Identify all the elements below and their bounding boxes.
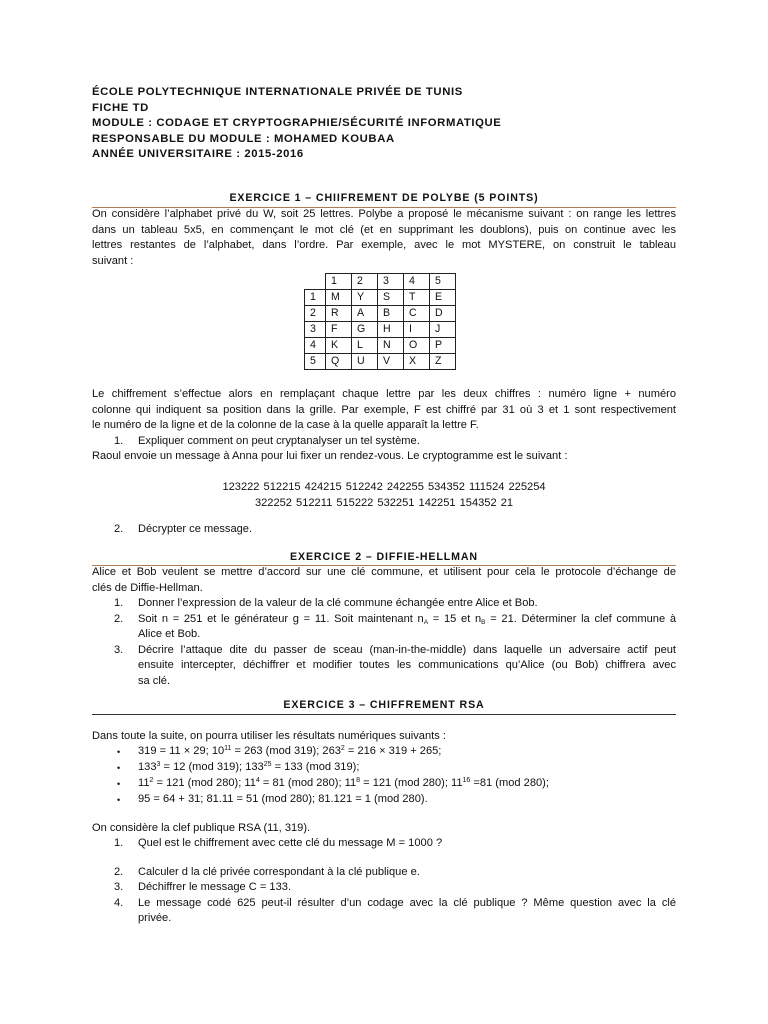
- grid-cell: S: [378, 290, 404, 306]
- ex1-intro-line-3: lettres restantes de l’alphabet, dans l’ordre. Par exemple, avec le mot MYSTERE, on construit le tableau: [92, 239, 676, 251]
- grid-row-header: 2: [305, 306, 326, 322]
- exercise-3-rule: [92, 714, 676, 715]
- academic-year: ANNÉE UNIVERSITAIRE : 2015-2016: [92, 148, 304, 161]
- grid-cell: J: [430, 322, 456, 338]
- grid-row: [305, 338, 456, 354]
- ex3-q3-text: Déchiffrer le message C = 133.: [138, 881, 292, 893]
- bullet-icon: •: [117, 763, 121, 773]
- ex3-q2-number: 2.: [114, 866, 124, 878]
- grid-cell: X: [404, 354, 430, 370]
- ex2-q1-text: Donner l’expression de la valeur de la clé commune échangée entre Alice et Bob.: [138, 597, 538, 609]
- grid-col-header: 4: [404, 274, 430, 290]
- ex3-intro: Dans toute la suite, on pourra utiliser les résultats numériques suivants :: [92, 730, 446, 742]
- grid-cell: Y: [352, 290, 378, 306]
- grid-cell: K: [326, 338, 352, 354]
- grid-row-header: 5: [305, 354, 326, 370]
- bullet-icon: •: [117, 747, 121, 757]
- grid-cell: G: [352, 322, 378, 338]
- cryptogram-line-1: 123222 512215 424215 512242 242255 534352 111524 225254: [222, 481, 546, 493]
- module-name: MODULE : CODAGE ET CRYPTOGRAPHIE/SÉCURITÉ INFORMATIQUE: [92, 117, 502, 130]
- grid-cell: V: [378, 354, 404, 370]
- cryptogram-line-2: 322252 512211 515222 532251 142251 154352 21: [254, 497, 514, 509]
- grid-cell: M: [326, 290, 352, 306]
- ex3-q1-text: Quel est le chiffrement avec cette clé du message M = 1000 ?: [138, 837, 443, 849]
- grid-cell: U: [352, 354, 378, 370]
- ex1-explain-line-2: colonne qui indiquent sa position dans la grille. Par exemple, F est chiffré par 31 où 3 et 1 sont respectivement: [92, 404, 676, 416]
- grid-row: [305, 290, 456, 306]
- ex1-intro-line-4: suivant :: [92, 255, 134, 267]
- school-name: ÉCOLE POLYTECHNIQUE INTERNATIONALE PRIVÉE DE TUNIS: [92, 86, 463, 98]
- grid-cell: L: [352, 338, 378, 354]
- grid-cell: Q: [326, 354, 352, 370]
- grid-corner: [305, 274, 326, 290]
- grid-col-header: 5: [430, 274, 456, 290]
- grid-row-header: 4: [305, 338, 326, 354]
- grid-row-header: 1: [305, 290, 326, 306]
- ex2-q1-number: 1.: [114, 597, 124, 609]
- ex3-public-key: On considère la clef publique RSA (11, 319).: [92, 822, 311, 834]
- ex3-q4-line-2: privée.: [138, 912, 172, 924]
- grid-col-header: 3: [378, 274, 404, 290]
- grid-row: [305, 322, 456, 338]
- grid-cell: E: [430, 290, 456, 306]
- ex2-intro-line-1: Alice et Bob veulent se mettre d’accord sur une clé commune, et utilisent pour cela le protocole d’échange de: [92, 566, 676, 578]
- ex3-q4-line-1: Le message codé 625 peut-il résulter d’un codage avec la clé publique ? Même question avec la clé: [138, 897, 676, 909]
- grid-cell: R: [326, 306, 352, 322]
- document-header: [92, 85, 501, 163]
- grid-header-row: [305, 274, 456, 290]
- sheet-type: FICHE TD: [92, 101, 149, 114]
- ex2-q3-number: 3.: [114, 644, 124, 656]
- grid-cell: N: [378, 338, 404, 354]
- grid-cell: O: [404, 338, 430, 354]
- ex1-q1-text: Expliquer comment on peut cryptanalyser un tel système.: [138, 435, 420, 447]
- ex3-q2-text: Calculer d la clé privée correspondant à la clé publique e.: [138, 866, 420, 878]
- grid-cell: Z: [430, 354, 456, 370]
- ex1-intro-line-1: On considère l’alphabet privé du W, soit 25 lettres. Polybe a proposé le mécanisme suivant : on range les lettres: [92, 208, 676, 220]
- grid-cell: P: [430, 338, 456, 354]
- ex3-fact-2: $133^3 = 12$ (mod 319); $133^{25} = 133$ (mod 319);: [138, 761, 360, 773]
- ex1-explain-line-3: le numéro de la ligne et de la colonne de la case à la quelle apparaît la lettre F.: [92, 419, 479, 431]
- grid-col-header: 2: [352, 274, 378, 290]
- ex2-q2-line-2: Alice et Bob.: [138, 628, 201, 640]
- bullet-icon: •: [117, 779, 121, 789]
- module-lead: RESPONSABLE DU MODULE : MOHAMED KOUBAA: [92, 132, 395, 145]
- ex3-q1-number: 1.: [114, 837, 124, 849]
- grid-row: [305, 354, 456, 370]
- ex3-fact-4: 95 = 64 + 31; 81.11 = 51 (mod 280); 81.121 = 1 (mod 280).: [138, 793, 428, 805]
- grid-row-header: 3: [305, 322, 326, 338]
- exercise-3-title: EXERCICE 3 – CHIFFREMENT RSA: [283, 699, 485, 711]
- ex1-raoul-text: Raoul envoie un message à Anna pour lui fixer un rendez-vous. Le cryptogramme est le suivant :: [92, 450, 568, 462]
- ex1-q2-text: Décrypter ce message.: [138, 523, 253, 535]
- grid-cell: B: [378, 306, 404, 322]
- ex3-q4-number: 4.: [114, 897, 124, 909]
- grid-cell: F: [326, 322, 352, 338]
- ex2-q3-line-1: Décrire l’attaque dite du passer de sceau (man-in-the-middle) dans laquelle un adversaire actif peut: [138, 644, 676, 656]
- ex2-q3-line-2: ensuite intercepter, déchiffrer et modifier toutes les communications qu’Alice (ou Bob) chiffrera avec: [138, 659, 676, 671]
- grid-cell: I: [404, 322, 430, 338]
- ex1-intro-line-2: dans un tableau 5x5, en commençant le mot clé (et en supprimant les doublons), puis on continue avec les: [92, 224, 676, 236]
- ex1-q1-number: 1.: [114, 435, 124, 447]
- grid-cell: H: [378, 322, 404, 338]
- grid-cell: C: [404, 306, 430, 322]
- grid-cell: T: [404, 290, 430, 306]
- ex2-q2-number: 2.: [114, 613, 124, 625]
- grid-cell: A: [352, 306, 378, 322]
- grid-row: [305, 306, 456, 322]
- ex2-q2-line-1: Soit n = 251 et le générateur g = 11. Soit maintenant $n_A = 15$ et $n_B = 21$. Déterminer la clef commune à: [138, 613, 676, 626]
- ex2-intro-line-2: clés de Diffie-Hellman.: [92, 582, 203, 594]
- ex2-q3-line-3: sa clé.: [138, 675, 171, 687]
- ex3-q3-number: 3.: [114, 881, 124, 893]
- grid-cell: D: [430, 306, 456, 322]
- ex1-explain-line-1: Le chiffrement s’effectue alors en remplaçant chaque lettre par les deux chiffres : numéro ligne + numéro: [92, 388, 676, 400]
- ex3-fact-3: $11^2 = 121$ (mod 280); $11^4 = 81$ (mod 280); $11^8 = 121$ (mod 280); $11^{16} =81$ (mod 280);: [138, 777, 549, 789]
- ex3-fact-1: 319 = 11 × 29; $10^{11} = 263$ (mod 319); $263^2 = 216 \times 319 + 265$;: [138, 745, 442, 757]
- bullet-icon: •: [117, 795, 121, 805]
- ex1-q2-number: 2.: [114, 523, 124, 535]
- exercise-2-title: EXERCICE 2 – DIFFIE-HELLMAN: [290, 551, 478, 563]
- polybe-grid: [304, 273, 456, 370]
- grid-col-header: 1: [326, 274, 352, 290]
- exercise-1-title: EXERCICE 1 – CHIIFREMENT DE POLYBE (5 POINTS): [229, 192, 539, 204]
